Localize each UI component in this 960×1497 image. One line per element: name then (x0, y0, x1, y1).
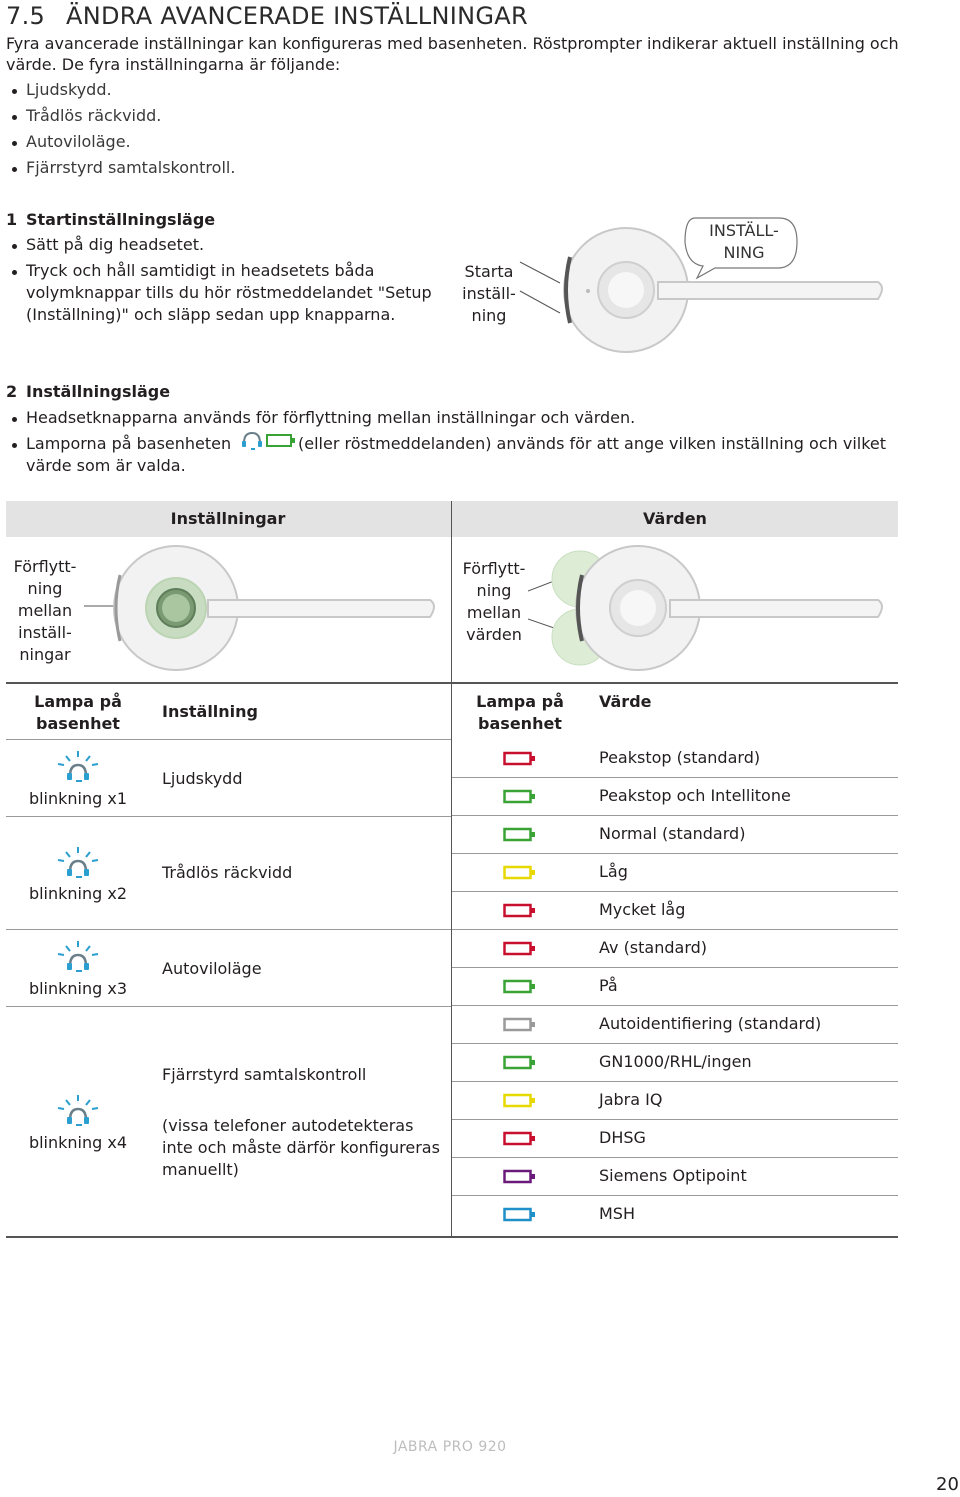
step2-bullet1: Headsetknapparna används för förflyttning mellan inställningar och värden. (26, 408, 636, 427)
bullet-dot (12, 89, 17, 94)
value-label: GN1000/RHL/ingen (599, 1052, 752, 1071)
panel-right-label: Förflytt- ning mellan värden (462, 559, 526, 644)
page-number: 20 (936, 1474, 959, 1495)
table-header-lamp-right: Lampa på basenhet (476, 692, 564, 733)
section-title: ÄNDRA AVANCERADE INSTÄLLNINGAR (66, 2, 528, 30)
battery-icon (503, 903, 537, 919)
row-rule (6, 929, 451, 930)
value-label: Peakstop (standard) (599, 748, 761, 767)
headset-light-icon (56, 938, 104, 974)
intro-line-2: värde. De fyra inställningarna är följande: (6, 55, 341, 74)
headset-light-icon (56, 748, 104, 784)
panel-left-header: Inställningar (170, 509, 286, 528)
table-divider (451, 684, 452, 1237)
battery-icon (503, 865, 537, 881)
row-rule (452, 1043, 898, 1044)
step2-number: 2 (6, 382, 18, 401)
panel-right-header: Värden (643, 509, 707, 528)
table-header-value: Värde (599, 692, 652, 711)
row-rule (452, 815, 898, 816)
value-label: På (599, 976, 618, 995)
row-rule (452, 967, 898, 968)
setting-name: Fjärrstyrd samtalskontroll (162, 1065, 367, 1084)
speech-bubble-text: INSTÄLL- NING (709, 221, 779, 262)
blink-label: blinkning x4 (28, 1133, 128, 1152)
list-item: Fjärrstyrd samtalskontroll. (26, 158, 236, 177)
battery-icon (503, 1093, 537, 1109)
battery-icon (503, 941, 537, 957)
step1-title: Startinställningsläge (26, 210, 216, 229)
bullet-dot (12, 167, 17, 172)
battery-icon (266, 433, 298, 449)
battery-icon (503, 979, 537, 995)
table-top-rule (6, 682, 898, 684)
row-rule (452, 853, 898, 854)
value-label: Låg (599, 862, 628, 881)
battery-icon (503, 751, 537, 767)
footer-product: JABRA PRO 920 (393, 1439, 507, 1455)
table-header-setting: Inställning (162, 702, 258, 721)
battery-icon (503, 1017, 537, 1033)
section-number: 7.5 (6, 2, 46, 30)
table-header-lamp-left: Lampa på basenhet (34, 692, 122, 733)
blink-label: blinkning x3 (28, 979, 128, 998)
row-rule (452, 1157, 898, 1158)
row-rule (452, 1005, 898, 1006)
row-rule (452, 1119, 898, 1120)
value-label: DHSG (599, 1128, 646, 1147)
step2-bullet2-line2: värde som är valda. (26, 456, 186, 475)
battery-icon (503, 1131, 537, 1147)
list-item: Ljudskydd. (26, 80, 112, 99)
setting-name: Autoviloläge (162, 959, 262, 978)
setting-name: Ljudskydd (162, 769, 243, 788)
step1-bullet2-line1: Tryck och håll samtidigt in headsetets båda (26, 261, 375, 280)
bullet-dot (12, 417, 17, 422)
bullet-dot (12, 244, 17, 249)
list-item: Autoviloläge. (26, 132, 131, 151)
battery-icon (503, 1169, 537, 1185)
row-rule (6, 739, 451, 740)
row-rule (6, 1006, 451, 1007)
step2-bullet2-b: (eller röstmeddelanden) används för att ange vilken inställning och vilket (298, 434, 887, 453)
bullet-dot (12, 115, 17, 120)
step1-bullet2-line3: (Inställning)" och släpp sedan upp knapparna. (26, 305, 396, 324)
blink-label: blinkning x1 (28, 789, 128, 808)
row-rule (452, 1081, 898, 1082)
setting-note: (vissa telefoner autodetekteras inte och måste därför konfigureras manuellt) (162, 1116, 440, 1179)
headset-light-icon (56, 1092, 104, 1128)
battery-icon (503, 827, 537, 843)
setting-name: Trådlös räckvidd (162, 863, 293, 882)
step1-number: 1 (6, 210, 18, 229)
step1-bullet1: Sätt på dig headsetet. (26, 235, 205, 254)
headset-values-illustration (528, 543, 898, 675)
panel-left-label: Förflytt- ning mellan inställ- ningar (13, 557, 77, 664)
value-label: Peakstop och Intellitone (599, 786, 791, 805)
list-item: Trådlös räckvidd. (26, 106, 162, 125)
value-label: MSH (599, 1204, 635, 1223)
row-rule (6, 816, 451, 817)
value-label: Siemens Optipoint (599, 1166, 747, 1185)
callout-start: Starta inställ- ning (462, 262, 516, 325)
battery-icon (503, 789, 537, 805)
bullet-dot (12, 141, 17, 146)
headset-settings-illustration (84, 543, 450, 675)
headset-light-icon (56, 844, 104, 880)
value-label: Mycket låg (599, 900, 686, 919)
row-rule (452, 777, 898, 778)
step2-title: Inställningsläge (26, 382, 171, 401)
battery-icon (503, 1207, 537, 1223)
row-rule (452, 929, 898, 930)
table-bottom-rule (6, 1236, 898, 1238)
step2-bullet2-a: Lamporna på basenheten (26, 434, 232, 453)
value-label: Jabra IQ (599, 1090, 663, 1109)
step1-bullet2-line2: volymknappar tills du hör röstmeddelandet "Setup (26, 283, 432, 302)
headset-light-icon (238, 427, 266, 453)
blink-label: blinkning x2 (28, 884, 128, 903)
intro-line-1: Fyra avancerade inställningar kan konfigureras med basenheten. Röstprompter indikerar aktuell inställning och (6, 34, 899, 53)
value-label: Av (standard) (599, 938, 708, 957)
row-rule (452, 1195, 898, 1196)
row-rule (452, 891, 898, 892)
bullet-dot (12, 443, 17, 448)
value-label: Autoidentifiering (standard) (599, 1014, 822, 1033)
bullet-dot (12, 270, 17, 275)
value-label: Normal (standard) (599, 824, 746, 843)
panel-divider (451, 501, 452, 684)
battery-icon (503, 1055, 537, 1071)
